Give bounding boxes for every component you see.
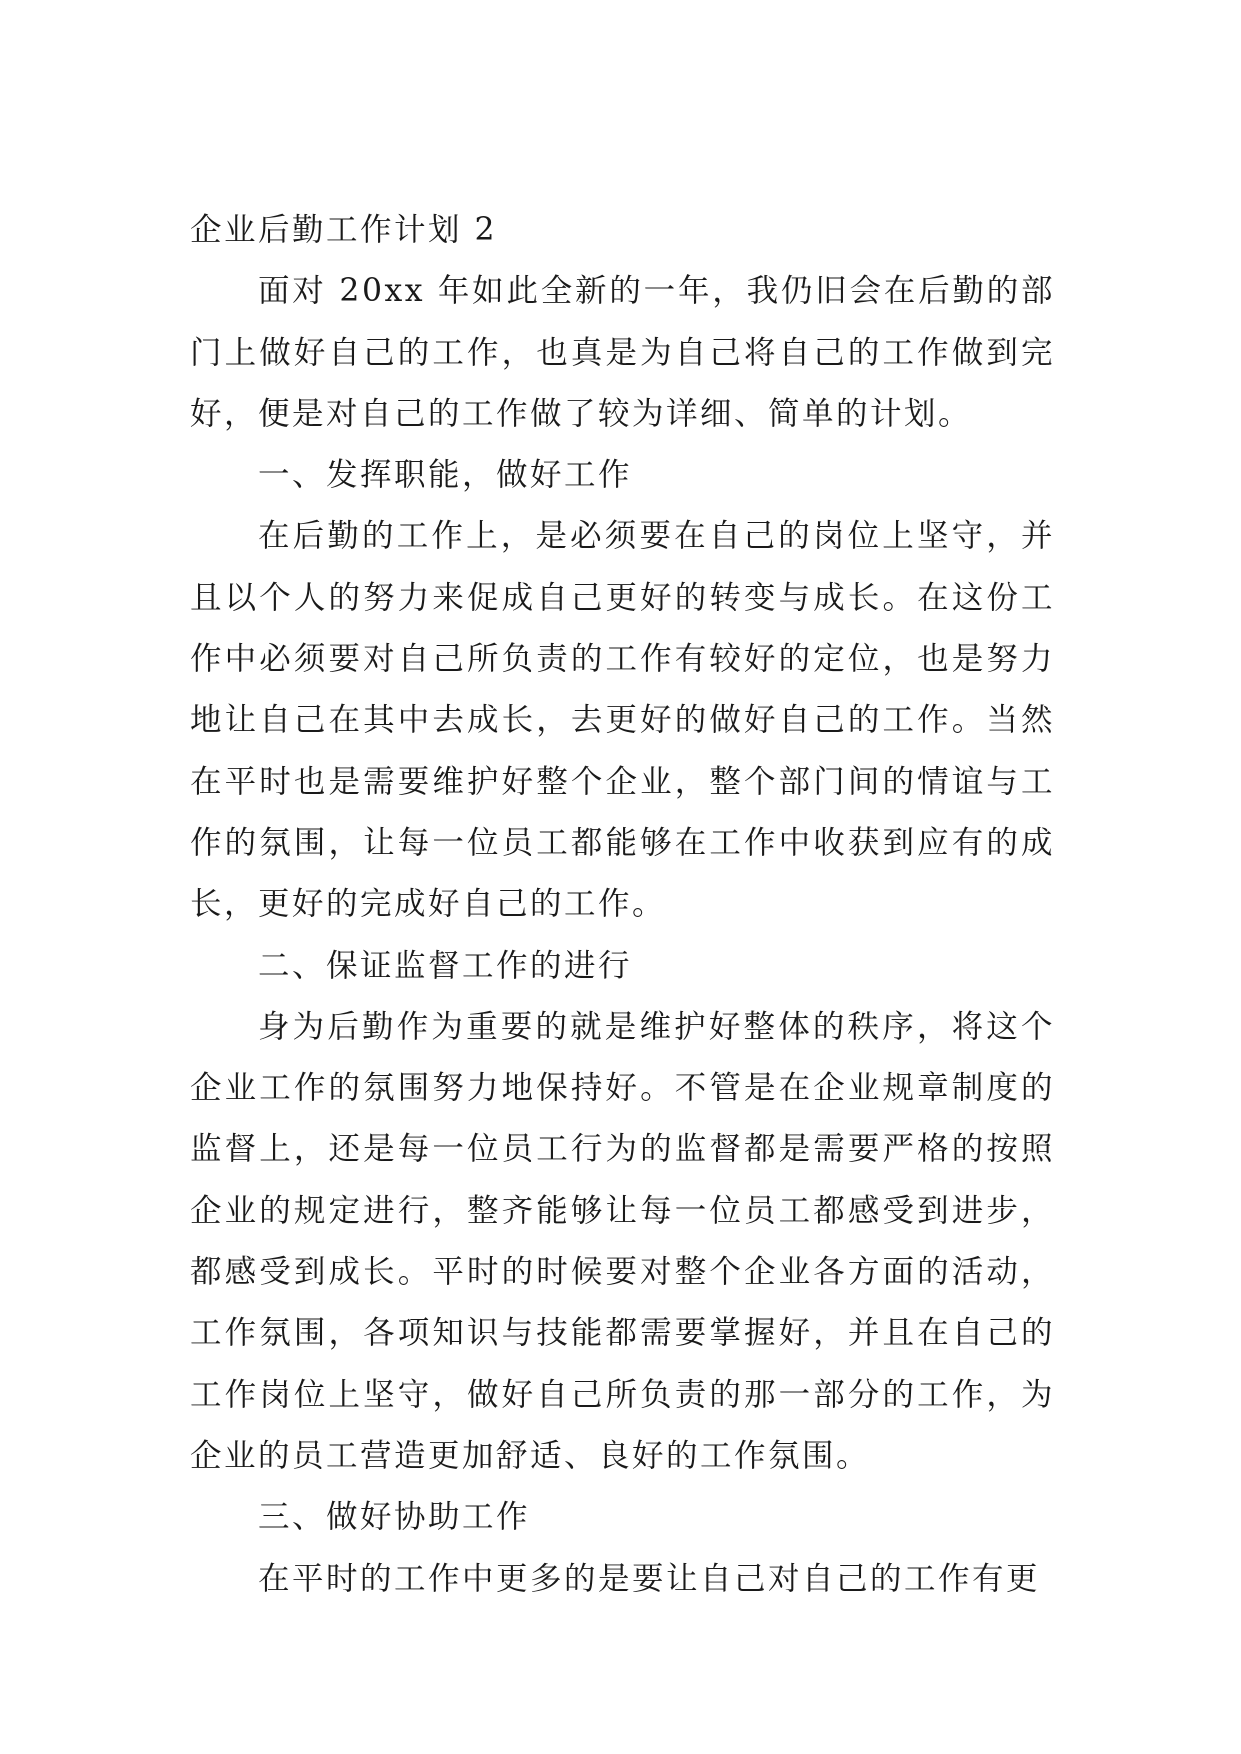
section-heading-1: 一、发挥职能，做好工作: [258, 457, 633, 494]
intro-paragraph: 面对 20xx 年如此全新的一年，我仍旧会在后勤的部门上做好自己的工作，也真是为自己将自己的工作做到完好，便是对自己的工作做了较为详细、简单的计划。: [190, 273, 1055, 432]
section-body-2: 身为后勤作为重要的就是维护好整体的秩序，将这个企业工作的氛围努力地保持好。不管是在企业规章制度的监督上，还是每一位员工行为的监督都是需要严格的按照企业的规定进行，整齐能够让每一位员工都感受到进步，都感受到成长。平时的时候要对整个企业各方面的活动，工作氛围，各项知识与技能都需要掌握好，并且在自己的工作岗位上坚守，做好自己所负责的那一部分的工作，为企业的员工营造更加舒适、良好的工作氛围。: [190, 1008, 1055, 1474]
document-title: 企业后勤工作计划 2: [190, 212, 498, 248]
section-heading-3: 三、做好协助工作: [258, 1499, 531, 1536]
section-body-3: 在平时的工作中更多的是要让自己对自己的工作有更: [258, 1560, 1041, 1597]
section-heading-2: 二、保证监督工作的进行: [258, 947, 633, 984]
document-body: [190, 200, 1055, 1610]
section-body-1: 在后勤的工作上，是必须要在自己的岗位上坚守，并且以个人的努力来促成自己更好的转变与成长。在这份工作中必须要对自己所负责的工作有较好的定位，也是努力地让自己在其中去成长，去更好的做好自己的工作。当然在平时也是需要维护好整个企业，整个部门间的情谊与工作的氛围，让每一位员工都能够在工作中收获到应有的成长，更好的完成好自己的工作。: [190, 518, 1055, 923]
